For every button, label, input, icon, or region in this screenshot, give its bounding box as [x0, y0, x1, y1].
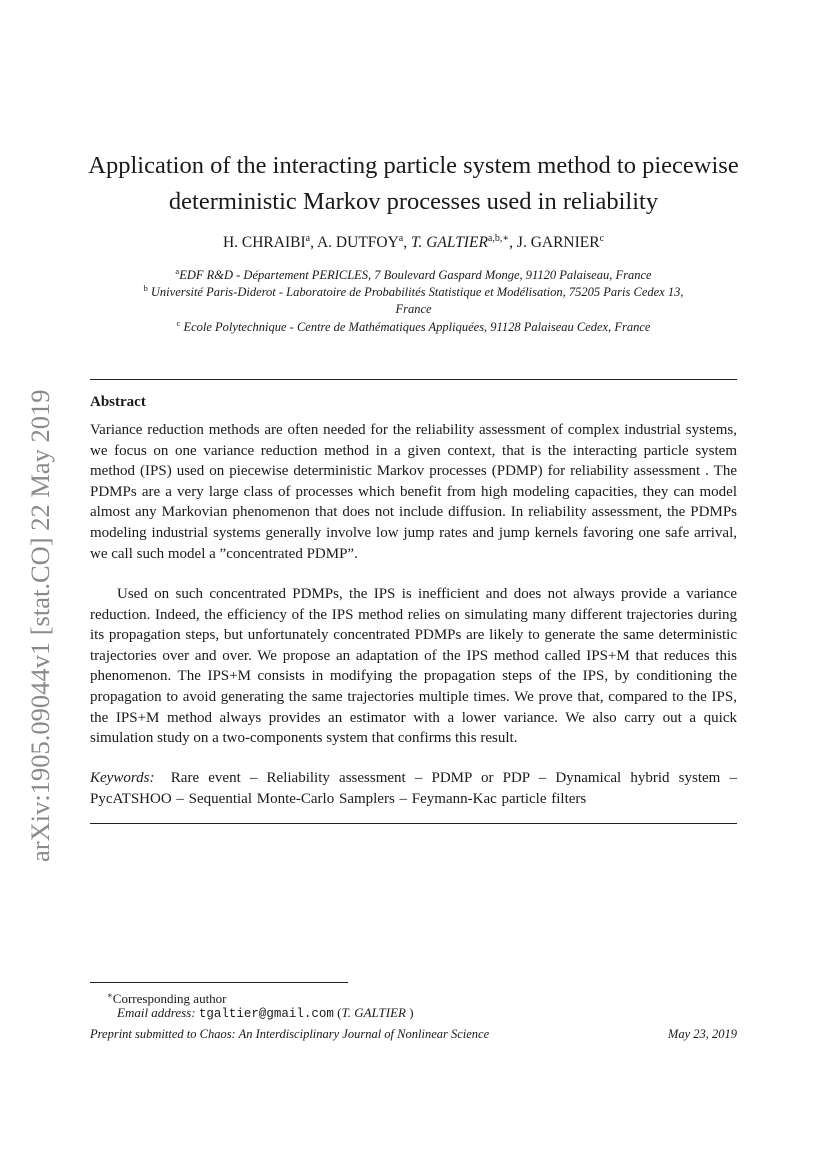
email-label: Email address:: [117, 1005, 196, 1020]
abstract-bottom-rule: [90, 823, 737, 824]
author-separator: ,: [310, 234, 317, 251]
email-paren-close: ): [406, 1005, 414, 1020]
email-paren-open: (: [333, 1005, 342, 1020]
abstract-heading: Abstract: [90, 394, 146, 410]
footnote-rule: [90, 982, 348, 983]
affiliation-b-sup: b: [143, 283, 148, 293]
author-chraibi: H. CHRAIBI: [222, 234, 306, 251]
affiliation-b-text: Université Paris-Diderot - Laboratoire de Probabilités Statistique et Modélisation, 75205 Paris Cedex 13,: [147, 285, 684, 299]
author-galtier: T. GALTIER: [411, 234, 488, 251]
email-author-name: T. GALTIER: [341, 1005, 406, 1020]
author-dutfoy-sup: a: [398, 233, 404, 244]
author-separator: ,: [403, 234, 411, 251]
footnote-marker: ∗: [107, 990, 113, 1000]
footnote-email: [90, 1004, 737, 1023]
footer-date: May 23, 2019: [667, 1027, 737, 1041]
keywords-label: Keywords:: [90, 770, 155, 786]
abstract-paragraph-1: Variance reduction methods are often needed for the reliability assessment of complex industrial systems, we focus on one variance reduction method in a given context, that is the interacting particle system method (IPS) used on piecewise deterministic Markov processes (PDMP) for reliability assessment . The PDMPs are a very large class of processes which benefit from high modeling capacities, they can model almost any Markovian phenomenon that does not include diffusion. In reliability assessment, the PDMPs modeling industrial systems generally involve low jump rates and jump kernels favoring one safe arrival, we call such model a ”concentrated PDMP”.: [90, 422, 737, 562]
author-dutfoy: A. DUTFOY: [316, 234, 399, 251]
author-garnier: J. GARNIER: [516, 234, 600, 251]
author-garnier-sup: c: [599, 233, 605, 244]
affiliation-b: [88, 280, 739, 318]
author-galtier-sup: a,b,∗: [487, 233, 510, 244]
affiliation-a-sup: a: [175, 266, 180, 276]
keywords-text: Rare event – Reliability assessment – PDMP or PDP – Dynamical hybrid system – PycATSHOO – Sequential Monte-Carlo Samplers – Feymann-Kac particle filters: [90, 770, 737, 807]
paper-title: [60, 148, 767, 220]
abstract-top-rule: [90, 379, 737, 380]
affiliation-c-sup: c: [176, 318, 181, 328]
author-separator: ,: [509, 234, 517, 251]
footnote-corresponding-text: Corresponding author: [112, 991, 227, 1006]
affiliation-c: [88, 315, 739, 336]
abstract-paragraph-2: Used on such concentrated PDMPs, the IPS is inefficient and does not always provide a variance reduction. Indeed, the efficiency of the IPS method relies on simulating many different trajectories during its propagation steps, but unfortunately concentrated PDMPs are likely to generate the same deterministic trajectories over and over. We propose an adaptation of the IPS method called IPS+M that reduces this phenomenon. The IPS+M consists in modifying the propagation steps of the IPS, by conditioning the propagation to avoid generating the same trajectories multiple times. We prove that, compared to the IPS, the IPS+M method always provides an estimator with a lower variance. We also carry out a quick simulation study on a two-components system that confirms this result.: [90, 586, 737, 747]
affiliation-c-text: Ecole Polytechnique - Centre de Mathématiques Appliquées, 91128 Palaiseau Cedex, France: [180, 320, 651, 334]
email-address[interactable]: tgaltier@gmail.com: [198, 1007, 334, 1021]
page-footer: [90, 1027, 737, 1042]
arxiv-side-label: arXiv:1905.09044v1 [stat.CO] 22 May 2019: [25, 389, 55, 862]
author-chraibi-sup: a: [305, 233, 311, 244]
author-list: [60, 229, 767, 253]
footer-journal: Preprint submitted to Chaos: An Interdisciplinary Journal of Nonlinear Science: [90, 1027, 490, 1041]
title-line-2: deterministic Markov processes used in reliability: [168, 188, 659, 215]
keywords: [90, 768, 737, 809]
title-line-1: Application of the interacting particle system method to piecewise: [88, 152, 739, 179]
affiliation-b-cont: France: [395, 302, 432, 316]
affiliation-a-text: EDF R&D - Département PERICLES, 7 Boulevard Gaspard Monge, 91120 Palaiseau, France: [179, 268, 652, 282]
